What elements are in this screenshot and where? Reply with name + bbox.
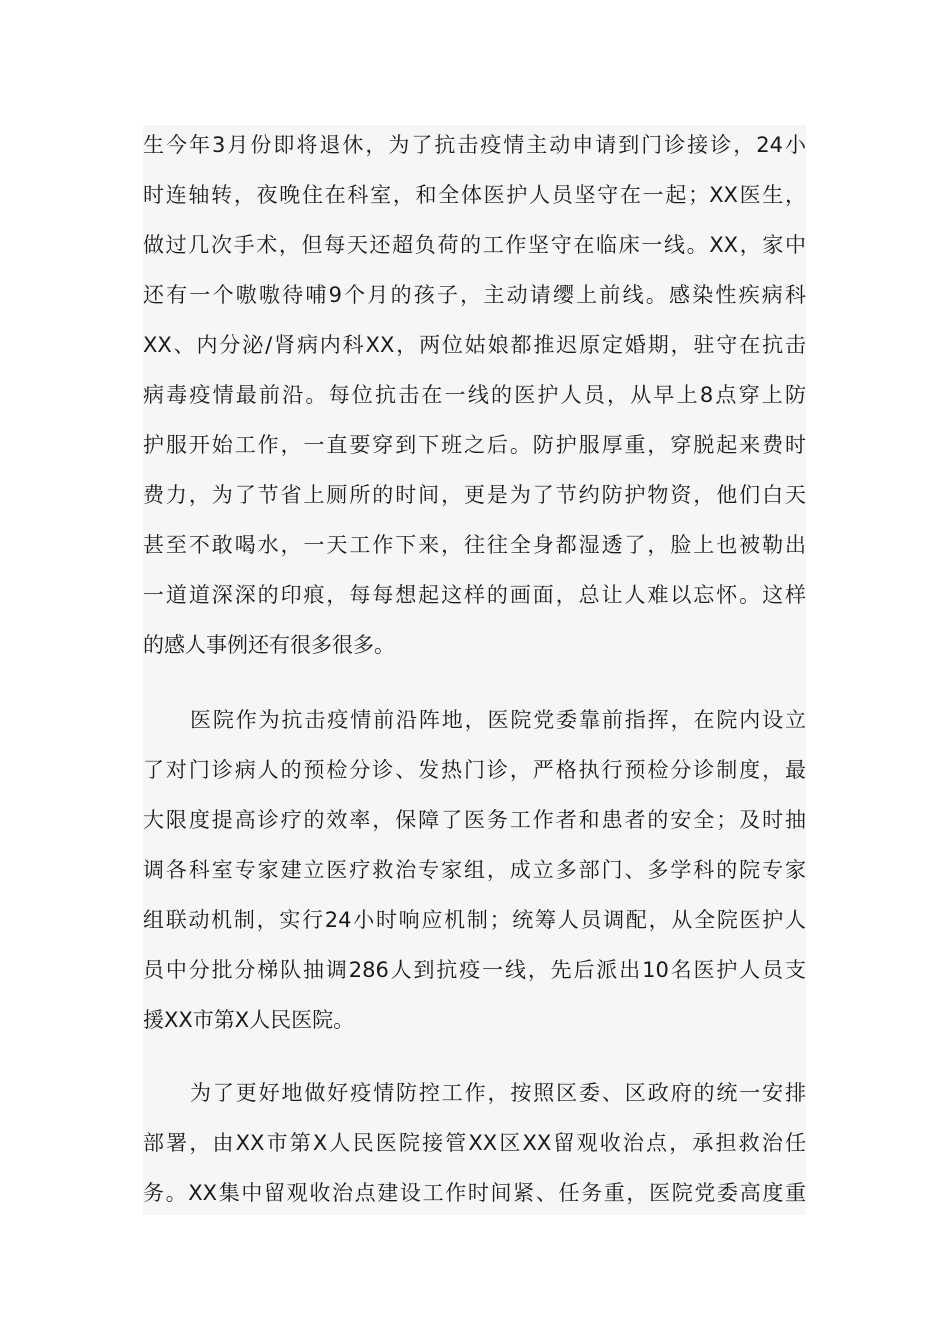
paragraph-2-line-3: 大限度提高诊疗的效率，保障了医务工作者和患者的安全；及时抽 bbox=[143, 808, 806, 832]
paragraph-3-line-3: 务。XX集中留观收治点建设工作时间紧、任务重，医院党委高度重 bbox=[143, 1181, 806, 1205]
paragraph-2-line-4: 调各科室专家建立医疗救治专家组，成立多部门、多学科的院专家 bbox=[143, 858, 806, 882]
paragraph-3-line-1: 为了更好地做好疫情防控工作，按照区委、区政府的统一安排 bbox=[190, 1081, 806, 1105]
paragraph-1-line-8: 费力，为了节省上厕所的时间，更是为了节约防护物资，他们白天 bbox=[143, 483, 806, 507]
document-text-block bbox=[143, 125, 806, 1215]
paragraph-1-line-3: 做过几次手术，但每天还超负荷的工作坚守在临床一线。XX，家中 bbox=[143, 233, 806, 257]
paragraph-2-line-5: 组联动机制，实行24小时响应机制；统筹人员调配，从全院医护人 bbox=[143, 908, 806, 932]
paragraph-1-line-4: 还有一个嗷嗷待哺9个月的孩子，主动请缨上前线。感染性疾病科 bbox=[143, 283, 806, 307]
paragraph-1-line-7: 护服开始工作，一直要穿到下班之后。防护服厚重，穿脱起来费时 bbox=[143, 433, 806, 457]
paragraph-3-line-2: 部署，由XX市第X人民医院接管XX区XX留观收治点，承担救治任 bbox=[143, 1131, 806, 1155]
paragraph-1-line-10: 一道道深深的印痕，每每想起这样的画面，总让人难以忘怀。这样 bbox=[143, 583, 806, 607]
paragraph-2-line-1: 医院作为抗击疫情前沿阵地，医院党委靠前指挥，在院内设立 bbox=[190, 708, 806, 732]
paragraph-1-line-9: 甚至不敢喝水，一天工作下来，往往全身都湿透了，脸上也被勒出 bbox=[143, 533, 806, 557]
paragraph-1-line-6: 病毒疫情最前沿。每位抗击在一线的医护人员，从早上8点穿上防 bbox=[143, 383, 806, 407]
paragraph-1-line-2: 时连轴转，夜晚住在科室，和全体医护人员坚守在一起；XX医生， bbox=[143, 183, 806, 207]
paragraph-1-line-5: XX、内分泌/肾病内科XX，两位姑娘都推迟原定婚期，驻守在抗击 bbox=[143, 333, 806, 357]
paragraph-2-line-7: 援XX市第X人民医院。 bbox=[143, 1008, 355, 1032]
paragraph-2-line-2: 了对门诊病人的预检分诊、发热门诊，严格执行预检分诊制度，最 bbox=[143, 758, 806, 782]
paragraph-1-line-1: 生今年3月份即将退休，为了抗击疫情主动申请到门诊接诊，24小 bbox=[143, 133, 806, 157]
paragraph-2-line-6: 员中分批分梯队抽调286人到抗疫一线，先后派出10名医护人员支 bbox=[143, 958, 806, 982]
paragraph-1-line-11: 的感人事例还有很多很多。 bbox=[143, 633, 395, 657]
